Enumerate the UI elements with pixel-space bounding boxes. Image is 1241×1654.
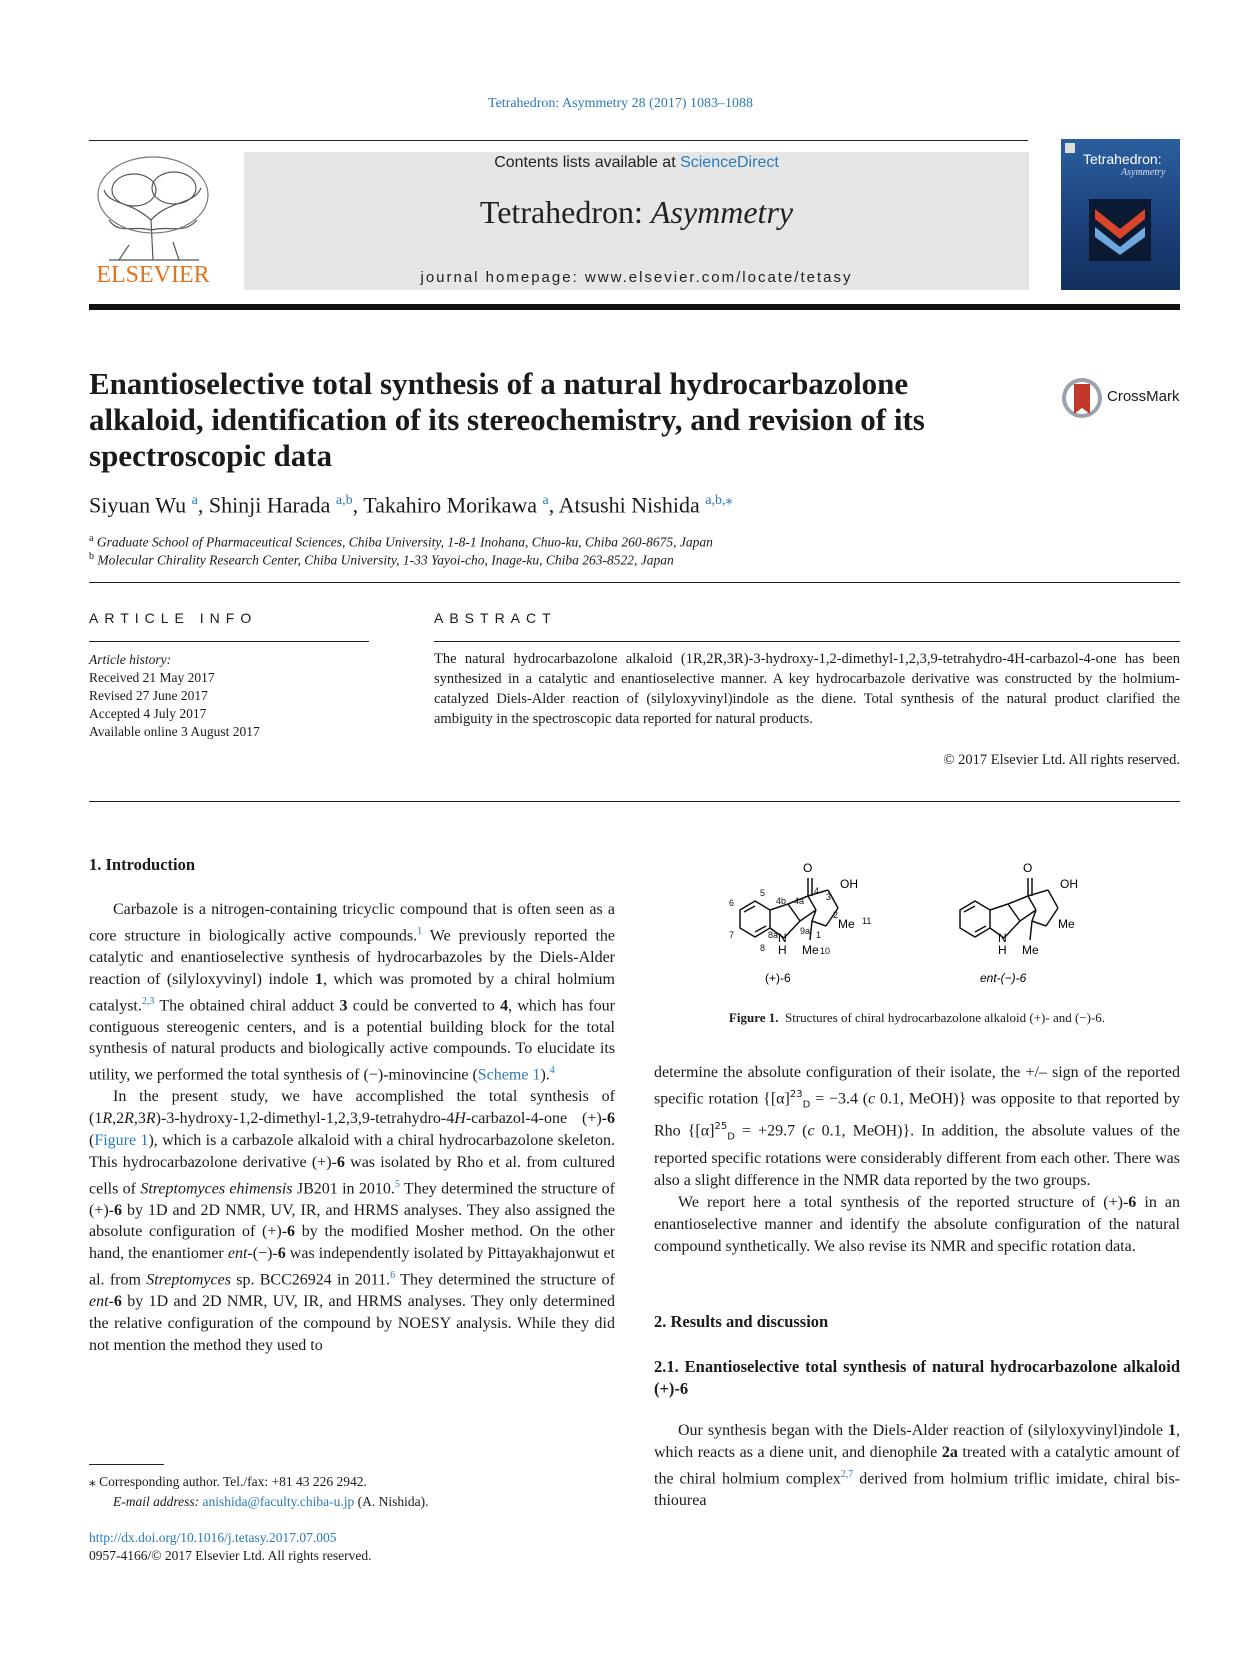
author-name[interactable]: Siyuan Wu xyxy=(89,492,187,518)
caption-text: Structures of chiral hydrocarbazolone alkaloid (+)- and (−)-6. xyxy=(785,1010,1106,1025)
atom-oh: OH xyxy=(1060,877,1078,891)
atom-me: Me xyxy=(838,917,855,931)
position-label: 5 xyxy=(760,888,766,898)
atom-n: N xyxy=(778,931,787,945)
section-rule xyxy=(89,801,1180,802)
journal-homepage[interactable]: journal homepage: www.elsevier.com/locate/tetasy xyxy=(420,269,853,286)
section-rule xyxy=(89,582,1180,583)
structure-label-left: (+)-6 xyxy=(765,971,791,985)
atom-me: Me xyxy=(1058,917,1075,931)
author-list: Siyuan Wu $^a$, Shinji Harada $^{a,b}$, Takahiro Morikawa $^a$, Atsushi Nishida $^{a,b,⁎}$ xyxy=(89,492,733,518)
author-name[interactable]: Takahiro Morikawa xyxy=(363,492,538,518)
figure-1-caption xyxy=(654,1010,1180,1026)
info-rule xyxy=(89,641,369,642)
position-label: 8a xyxy=(768,930,779,940)
position-label: 1 xyxy=(816,930,822,940)
position-label: 6 xyxy=(729,898,735,908)
journal-cover xyxy=(1061,139,1180,290)
right-column-body: determine the absolute configuration of their isolate, the +/– sign of the reported specific rotation {$[\alpha]^{23}_D = -3.4$ (c 0.1, MeOH)} was opposite to that reported by Rho {$[\alpha]^{25}_D = +29.7$ (c 0.1, MeOH)}. In addition, the absolute values of the reported specific rotations were considerably different from each other. There was also a slight difference in the NMR data reported by the two groups. We report here a total synthesis of the reported structure of (+)-6 in an enantioselective manner and identify the absolute configuration of the natural compound synthetically. We also revise its NMR and specific rotation data. xyxy=(654,1064,1181,1255)
history-item: Received 21 May 2017 xyxy=(89,670,215,685)
affiliation xyxy=(89,533,989,551)
position-label: 11 xyxy=(862,916,872,926)
atom-o: O xyxy=(1023,861,1033,875)
affiliation-sup: b xyxy=(89,551,94,562)
author-name[interactable]: Shinji Harada xyxy=(208,492,331,518)
atom-oh: OH xyxy=(840,877,858,891)
atom-me: Me xyxy=(1022,943,1039,957)
history-item: Accepted 4 July 2017 xyxy=(89,706,207,721)
article-title: Enantioselective total synthesis of a natural hydrocarbazolone alkaloid, identification of its stereochemistry, and revision of its spectroscopic data xyxy=(89,366,925,473)
sciencedirect-link[interactable]: ScienceDirect xyxy=(680,154,779,171)
footnote-rule xyxy=(89,1464,164,1465)
email-label: E-mail address: xyxy=(113,1494,203,1509)
affiliation-text: Graduate School of Pharmaceutical Sciences, Chiba University, 1-8-1 Inohana, Chuo-ku, Chiba 260-8675, Japan xyxy=(96,534,713,550)
position-label: 4a xyxy=(794,896,805,906)
issn-line: 0957-4166/© 2017 Elsevier Ltd. All rights reserved. xyxy=(89,1548,372,1563)
atom-me: Me xyxy=(802,943,819,957)
caption-label: Figure 1. xyxy=(728,1010,779,1025)
contents-line xyxy=(244,154,1029,172)
header-rule xyxy=(89,140,1028,141)
position-label: 7 xyxy=(729,930,735,940)
abstract-heading: ABSTRACT xyxy=(434,610,557,626)
position-label: 10 xyxy=(820,946,831,956)
cover-title: Tetrahedron: xyxy=(1083,151,1162,167)
history-item: Available online 3 August 2017 xyxy=(89,724,260,739)
abstract-text: The natural hydrocarbazolone alkaloid (1R,2R,3R)-3-hydroxy-1,2-dimethyl-1,2,3,9-tetrahydro-4H-carbazol-4-one has been synthesized in a catalytic and enantioselective manner. A key hydrocarbazole derivative was constructed by the holmium-catalyzed Diels-Alder reaction of (silyloxyvinyl)indole as the diene. Total synthesis of the natural product clarified the ambiguity in the spectroscopic data reported for natural products. xyxy=(434,651,1180,727)
journal-citation[interactable]: Tetrahedron: Asymmetry 28 (2017) 1083–1088 xyxy=(488,96,753,111)
intro-body: Carbazole is a nitrogen-containing tricyclic compound that is often seen as a core structure in biologically active compounds.$^1$ We previously reported the catalytic and enantioselective synthesis of hydrocarbazoles by the Diels-Alder reaction of (silyloxyvinyl) indole 1, which was promoted by a chiral holmium catalyst.$^{2,3}$ The obtained chiral adduct 3 could be converted to 4, which has four contiguous stereogenic centers, and is a potential building block for the total synthesis of natural products and biologically active compounds. To elucidate its utility, we performed the total synthesis of (−)-minovincine (Scheme 1).$^4$ In the present study, we have accomplished the total synthesis of (1R,2R,3R)-3-hydroxy-1,2-dimethyl-1,2,3,9-tetrahydro-4H-carbazol-4-one (+)-6 (Figure 1), which is a carbazole alkaloid with a chiral hydrocarbazolone skeleton. This hydrocarbazolone derivative (+)-6 was isolated by Rho et al. from cultured cells of Streptomyces ehimensis JB201 in 2010.$^5$ They determined the structure of (+)-6 by 1D and 2D NMR, UV, IR, and HRMS analyses. They also assigned the absolute configuration of (+)-6 by the modified Mosher method. On the other hand, the enantiomer ent-(−)-6 was independently isolated by Pittayakhajonwut et al. from Streptomyces sp. BCC26924 in 2011.$^6$ They determined the structure of ent-6 by 1D and 2D NMR, UV, IR, and HRMS analyses. They only determined the relative configuration of the compound by NOESY analysis. While they did not mention the method they used to xyxy=(89,901,616,1354)
position-label: 9a xyxy=(800,926,811,936)
crossmark-icon xyxy=(1060,376,1104,420)
author-name[interactable]: Atsushi Nishida xyxy=(558,492,700,518)
affiliation-sup: a xyxy=(89,533,94,544)
author-sup[interactable]: a xyxy=(542,493,549,508)
section-heading: 2. Results and discussion xyxy=(654,1312,829,1331)
position-label: 4 xyxy=(814,886,820,896)
section-heading: 1. Introduction xyxy=(89,855,196,874)
cover-subtitle: Asymmetry xyxy=(1121,167,1166,178)
crossmark-label: CrossMark xyxy=(1107,388,1180,405)
footnote-corresponding: ⁎ Corresponding author. Tel./fax: +81 43 226 2942. xyxy=(89,1474,367,1489)
abstract-rule xyxy=(434,641,1180,642)
elsevier-wordmark: ELSEVIER xyxy=(96,262,210,288)
email-suffix: (A. Nishida). xyxy=(354,1494,429,1509)
subsection-heading: 2.1. Enantioselective total synthesis of natural hydrocarbazolone alkaloid (+)-6 xyxy=(654,1357,1180,1398)
atom-o: O xyxy=(803,861,813,875)
doi-link[interactable]: http://dx.doi.org/10.1016/j.tetasy.2017.07.005 xyxy=(89,1530,337,1545)
results-body: Our synthesis began with the Diels-Alder reaction of (silyloxyvinyl)indole 1, which reacts as a diene unit, and dienophile 2a treated with a catalytic amount of the chiral holmium complex$^{2,7}$ derived from holmium triflic imidate, chiral bis-thiourea xyxy=(654,1422,1181,1509)
position-label: 4b xyxy=(776,896,787,906)
article-history xyxy=(89,651,260,741)
cover-graphic xyxy=(1089,199,1151,261)
position-label: 2 xyxy=(833,910,839,920)
affiliation xyxy=(89,551,989,569)
history-item: Revised 27 June 2017 xyxy=(89,688,208,703)
header-thick-rule xyxy=(89,304,1180,310)
footnote-email xyxy=(113,1494,429,1510)
author-sup[interactable]: a xyxy=(191,493,198,508)
author-sup[interactable]: a,b xyxy=(335,493,353,508)
journal-name: Tetrahedron: Asymmetry xyxy=(479,194,794,230)
author-sup[interactable]: a,b,⁎ xyxy=(705,493,733,508)
abstract-copyright: © 2017 Elsevier Ltd. All rights reserved. xyxy=(943,752,1180,768)
figure-1-structures xyxy=(729,861,1170,990)
elsevier-logo xyxy=(89,150,217,292)
article-info-heading: ARTICLE INFO xyxy=(89,610,258,626)
email-link[interactable]: anishida@faculty.chiba-u.jp xyxy=(202,1494,355,1509)
affiliation-text: Molecular Chirality Research Center, Chiba University, 1-33 Yayoi-cho, Inage-ku, Chiba 263-8522, Japan xyxy=(97,552,674,568)
atom-h: H xyxy=(998,943,1007,957)
atom-n: N xyxy=(998,931,1007,945)
atom-h: H xyxy=(778,943,787,957)
contents-prefix: Contents lists available at xyxy=(494,154,681,171)
position-label: 8 xyxy=(760,943,766,953)
crossmark-badge[interactable] xyxy=(1060,376,1180,420)
history-label: Article history: xyxy=(89,652,172,667)
position-label: 3 xyxy=(826,892,832,902)
structure-label-right: ent-(−)-6 xyxy=(980,971,1027,985)
